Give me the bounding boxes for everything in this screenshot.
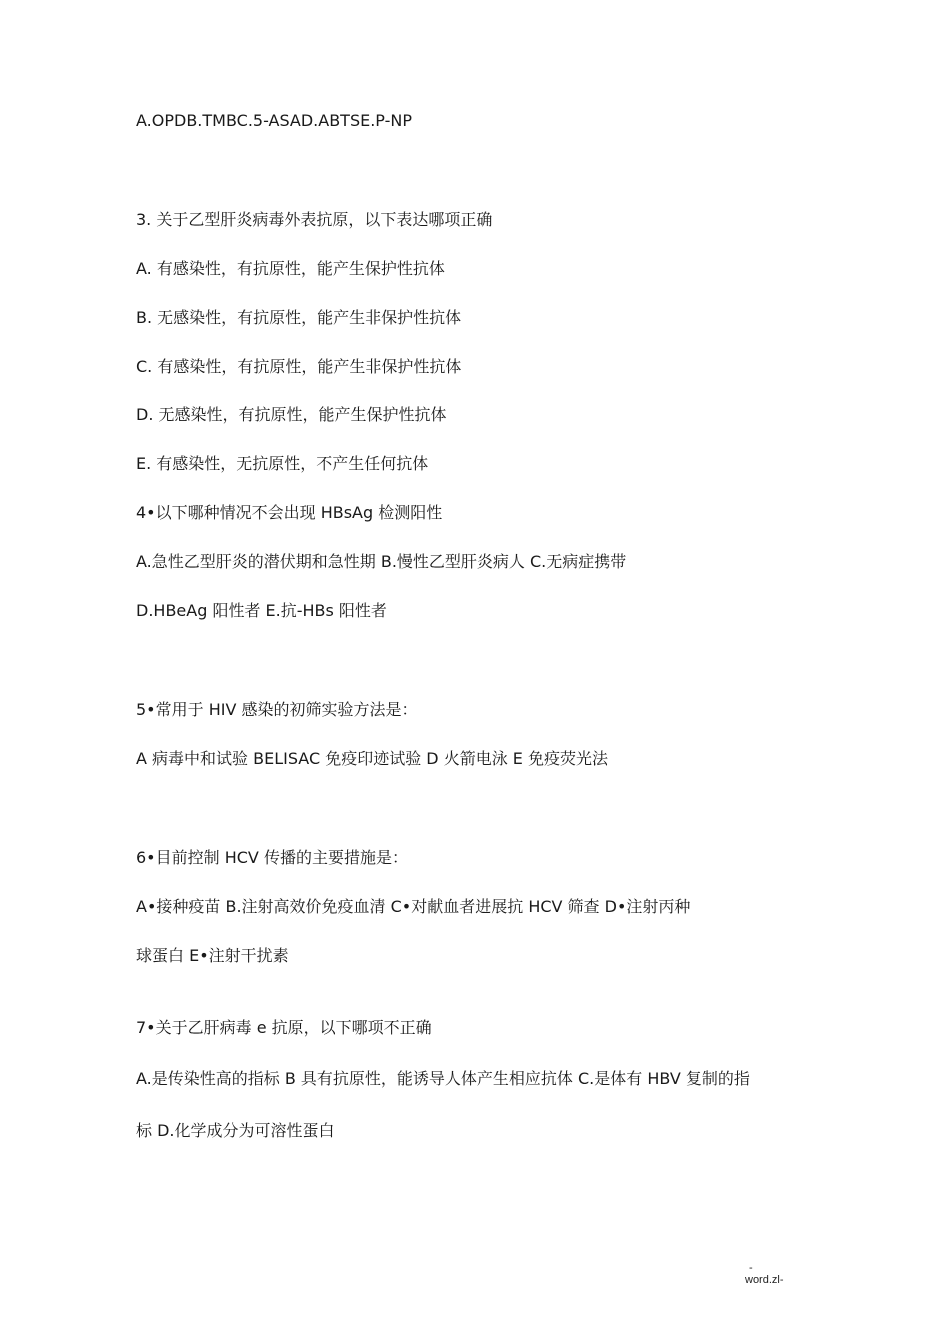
text-line-answer-key: A.OPDB.TMBC.5-ASAD.ABTSE.P-NP — [136, 111, 412, 130]
question-3-option-d: D. 无感染性，有抗原性，能产生保护性抗体 — [136, 405, 447, 424]
question-4-options-line-2: D.HBeAg 阳性者 E.抗-HBs 阳性者 — [136, 601, 387, 620]
question-3-option-e: E. 有感染性，无抗原性，不产生任何抗体 — [136, 454, 429, 473]
question-5-title: 5•常用于 HIV 感染的初筛实验方法是： — [136, 700, 418, 719]
question-6-options-line-2: 球蛋白 E•注射干扰素 — [136, 946, 289, 965]
question-7-options-line-1: A.是传染性高的指标 B 具有抗原性，能诱导人体产生相应抗体 C.是体有 HBV 复制的指 — [136, 1069, 750, 1088]
question-3-option-b: B. 无感染性，有抗原性，能产生非保护性抗体 — [136, 308, 462, 327]
question-4-title: 4•以下哪种情况不会出现 HBsAg 检测阳性 — [136, 503, 443, 522]
question-4-options-line-1: A.急性乙型肝炎的潜伏期和急性期 B.慢性乙型肝炎病人 C.无病症携带 — [136, 552, 627, 571]
question-6-options-line-1: A•接种疫苗 B.注射高效价免疫血清 C•对献血者进展抗 HCV 筛查 D•注射丙种 — [136, 897, 691, 916]
question-3-option-c: C. 有感染性，有抗原性，能产生非保护性抗体 — [136, 357, 462, 376]
question-7-title: 7•关于乙肝病毒 e 抗原，以下哪项不正确 — [136, 1018, 432, 1037]
question-6-title: 6•目前控制 HCV 传播的主要措施是： — [136, 848, 408, 867]
question-3-option-a: A. 有感染性，有抗原性，能产生保护性抗体 — [136, 259, 445, 278]
footer-source-text: word.zl- — [745, 1274, 784, 1286]
question-3-title: 3. 关于乙型肝炎病毒外表抗原，以下表达哪项正确 — [136, 210, 493, 229]
question-7-options-line-2: 标 D.化学成分为可溶性蛋白 — [136, 1121, 335, 1140]
question-5-options: A 病毒中和试验 BELISAC 免疫印迹试验 D 火箭电泳 E 免疫荧光法 — [136, 749, 608, 768]
footer-dash: - — [749, 1262, 753, 1274]
